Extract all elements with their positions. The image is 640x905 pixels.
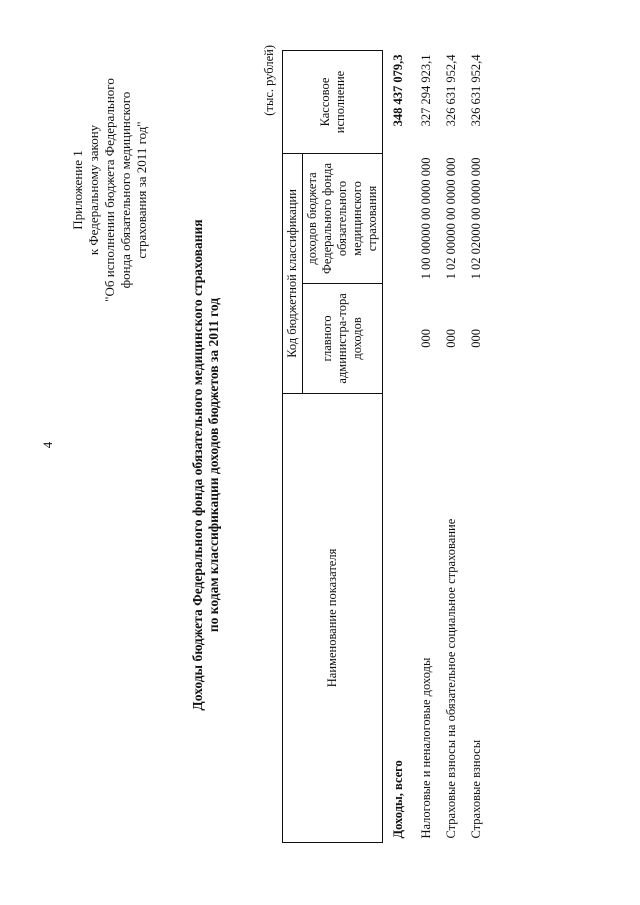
row-execution: 348 437 079,3 [391,54,405,127]
row-name: Страховые взносы на обязательное социальное страхование [444,518,458,839]
header-name: Наименование показателя [283,393,383,842]
row-execution: 326 631 952,4 [444,54,458,127]
header-code-group: Код бюджетной классификации [283,153,303,393]
page-number: 4 [40,441,55,449]
row-admin: 000 [444,329,458,348]
row-code: 1 02 00000 00 0000 000 [444,157,458,280]
header-execution: Кассовое исполнение [283,51,383,154]
row-name: Налоговые и неналоговые доходы [419,657,433,839]
appendix-line: "Об исполнении бюджета Федерального [102,78,117,302]
header-income-code: доходов бюджета Федерального фонда обязательного медицинского страхования [303,153,383,283]
table-row [414,51,439,843]
units-label: (тыс. рублей) [262,45,276,116]
row-code: 1 00 00000 00 0000 000 [419,157,433,280]
row-name: Доходы, всего [391,760,405,839]
document-title [190,145,222,785]
row-execution: 327 294 923,1 [419,54,433,127]
row-code: 1 02 02000 00 0000 000 [469,157,483,280]
appendix-header [70,30,150,350]
appendix-line: к Федеральному закону [86,124,101,256]
row-execution: 326 631 952,4 [469,54,483,127]
row-admin [383,283,415,393]
title-line: Доходы бюджета Федерального фонда обязательного медицинского страхования [190,219,205,711]
row-admin: 000 [419,329,433,348]
header-row [283,51,303,843]
row-code [383,153,415,283]
income-table [282,50,489,843]
row-name: Страховые взносы [469,739,483,839]
appendix-line: страхования за 2011 год" [134,121,149,259]
table-row [383,51,415,843]
table-row [464,51,489,843]
title-line: по кодам классификации доходов бюджетов за 2011 год [206,297,221,633]
header-admin: главного администра-тора доходов [303,283,383,393]
appendix-line: фонда обязательного медицинского [118,91,133,289]
appendix-line: Приложение 1 [70,150,85,230]
row-admin: 000 [469,329,483,348]
table-row [439,51,464,843]
